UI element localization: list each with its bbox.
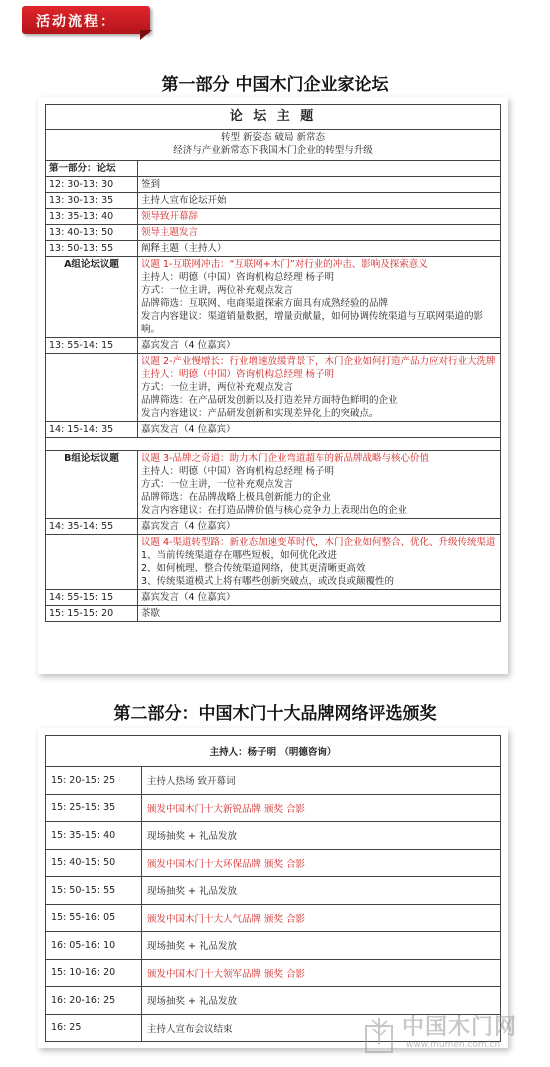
section-label: 第一部分：论坛 [46, 161, 138, 177]
table-row [46, 257, 501, 338]
topic-line: 品牌筛选：互联网、电商渠道探索方面具有成熟经验的品牌 [141, 298, 389, 309]
agenda-item: 现场抽奖 + 礼品发放 [142, 932, 501, 960]
empty-cell [46, 535, 138, 590]
time-cell: 14: 55-15: 15 [46, 590, 138, 606]
agenda-item: 颁发中国木门十大新锐品牌 颁奖 合影 [142, 794, 501, 822]
watermark-name: 中国木门网 [402, 1015, 518, 1040]
table-row [46, 736, 501, 767]
table-row [46, 959, 501, 987]
time-cell: 13: 35-13: 40 [46, 209, 138, 225]
topic-line: 方式：一位主讲，一位补充观点发言 [141, 479, 294, 490]
forum-theme-label: 论 坛 主 题 [46, 105, 501, 130]
agenda-item: 嘉宾发言（4 位嘉宾） [138, 422, 501, 438]
time-cell: 15: 20-15: 25 [46, 767, 142, 795]
time-cell: 15: 25-15: 35 [46, 794, 142, 822]
topic-line: 主持人：明德（中国）咨询机构总经理 杨子明 [141, 466, 335, 477]
table-row [46, 130, 501, 161]
topic-4-title: 议题 4-渠道转型路：新业态加速变革时代，木门企业如何整合、优化、升级传统渠道 [141, 537, 496, 548]
theme-line-2: 经济与产业新常态下我国木门企业的转型与升级 [173, 145, 373, 156]
watermark-url: www.mumen.com.cn [406, 1040, 501, 1050]
empty-cell [46, 354, 138, 422]
time-cell: 13: 50-13: 55 [46, 241, 138, 257]
time-cell: 16: 25 [46, 1014, 142, 1042]
part2-title: 第二部分：中国木门十大品牌网络评选颁奖 [113, 704, 437, 724]
time-cell: 15: 35-15: 40 [46, 822, 142, 850]
table-row [46, 794, 501, 822]
table-row [46, 590, 501, 606]
topic-line: 发言内容建议：渠道销量数据，增量贡献量，如何协调传统渠道与互联网渠道的影响。 [141, 311, 484, 335]
time-cell: 15: 15-15: 20 [46, 606, 138, 622]
table-row [46, 193, 501, 209]
topic-1-title: 议题 1-互联网冲击：“互联网+木门”对行业的冲击、影响及探索意义 [141, 259, 428, 270]
table-row [46, 105, 501, 130]
table-row [46, 354, 501, 422]
agenda-item: 主持人宣布会议结束 [142, 1014, 501, 1042]
table-row [46, 822, 501, 850]
time-cell: 15: 50-15: 55 [46, 877, 142, 905]
topic-line: 品牌筛选：在产品研发创新以及打造差异方面特色鲜明的企业 [141, 395, 398, 406]
topic-line: 品牌筛选：在品牌战略上极具创新能力的企业 [141, 492, 332, 503]
forum-theme-cell [46, 130, 501, 161]
topic-2-cell [138, 354, 501, 422]
table-row [46, 241, 501, 257]
agenda-item: 现场抽奖 + 礼品发放 [142, 987, 501, 1015]
agenda-item: 颁发中国木门十大人气品牌 颁奖 合影 [142, 904, 501, 932]
topic-3-cell [138, 451, 501, 519]
table-row [46, 451, 501, 519]
agenda-item: 现场抽奖 + 礼品发放 [142, 877, 501, 905]
award-host: 主持人：杨子明 （明德咨询） [46, 736, 501, 767]
agenda-item: 主持人热场 致开幕词 [142, 767, 501, 795]
agenda-item: 签到 [138, 177, 501, 193]
table-row [46, 225, 501, 241]
table-row [46, 535, 501, 590]
table-row [46, 519, 501, 535]
forum-schedule-table [45, 104, 501, 622]
time-cell: 15: 40-15: 50 [46, 849, 142, 877]
table-row [46, 422, 501, 438]
table-row [46, 606, 501, 622]
table-row [46, 877, 501, 905]
table-row [46, 767, 501, 795]
award-schedule-table [45, 735, 501, 1042]
time-cell: 13: 30-13: 35 [46, 193, 138, 209]
time-cell: 12: 30-13: 30 [46, 177, 138, 193]
theme-line-1: 转型 新姿态 破局 新常态 [220, 132, 326, 143]
table-row [46, 904, 501, 932]
agenda-item: 阐释主题（主持人） [138, 241, 501, 257]
activity-flow-banner [22, 6, 157, 40]
time-cell: 15: 55-16: 05 [46, 904, 142, 932]
table-row [46, 161, 501, 177]
agenda-item: 现场抽奖 + 礼品发放 [142, 822, 501, 850]
agenda-item: 主持人宣布论坛开始 [138, 193, 501, 209]
blank-row [46, 438, 501, 451]
time-cell: 16: 05-16: 10 [46, 932, 142, 960]
table-row [46, 338, 501, 354]
topic-1-cell [138, 257, 501, 338]
time-cell: 13: 40-13: 50 [46, 225, 138, 241]
agenda-item: 领导致开幕辞 [138, 209, 501, 225]
site-watermark [360, 1010, 545, 1060]
banner-label: 活动流程： [36, 14, 116, 30]
banner-ribbon-tail [140, 30, 152, 40]
topic-line: 发言内容建议：在打造品牌价值与核心竞争力上表现出色的企业 [141, 505, 408, 516]
table-row [46, 438, 501, 451]
table-row [46, 849, 501, 877]
topic-3-title: 议题 3-品牌之奇道：助力木门企业弯道超车的新品牌战略与核心价值 [141, 453, 429, 464]
group-b-label: B组论坛议题 [46, 451, 138, 519]
topic-line: 3、传统渠道模式上将有哪些创新突破点，或改良或颠覆性的 [141, 576, 395, 587]
time-cell: 14: 35-14: 55 [46, 519, 138, 535]
time-cell: 14: 15-14: 35 [46, 422, 138, 438]
agenda-item: 茶歇 [138, 606, 501, 622]
agenda-item: 颁发中国木门十大领军品牌 颁奖 合影 [142, 959, 501, 987]
table-row [46, 932, 501, 960]
group-a-label: A组论坛议题 [46, 257, 138, 338]
empty-cell [138, 161, 501, 177]
topic-4-cell [138, 535, 501, 590]
agenda-item: 领导主题发言 [138, 225, 501, 241]
table-row [46, 177, 501, 193]
time-cell: 16: 20-16: 25 [46, 987, 142, 1015]
topic-line: 1、当前传统渠道存在哪些短板，如何优化改进 [141, 550, 338, 561]
agenda-item: 嘉宾发言（4 位嘉宾） [138, 590, 501, 606]
topic-line: 发言内容建议：产品研发创新和实现差异化上的突破点。 [141, 408, 379, 419]
topic-2-title: 议题 2-产业慢增长：行业增速放缓背景下，木门企业如何打造产品力应对行业大洗牌 主持人：明德（中国）咨询机构总经理 杨子明 [141, 356, 496, 380]
time-cell: 15: 10-16: 20 [46, 959, 142, 987]
topic-line: 方式：一位主讲，两位补充观点发言 [141, 285, 294, 296]
tree-door-logo-icon [360, 1014, 400, 1054]
time-cell: 13: 55-14: 15 [46, 338, 138, 354]
topic-line: 方式：一位主讲，两位补充观点发言 [141, 382, 294, 393]
agenda-item: 嘉宾发言（4 位嘉宾） [138, 519, 501, 535]
topic-line: 主持人：明德（中国）咨询机构总经理 杨子明 [141, 272, 335, 283]
agenda-item: 颁发中国木门十大环保品牌 颁奖 合影 [142, 849, 501, 877]
topic-line: 2、如何梳理、整合传统渠道网络，使其更清晰更高效 [141, 563, 366, 574]
part1-title: 第一部分 中国木门企业家论坛 [161, 75, 389, 95]
agenda-item: 嘉宾发言（4 位嘉宾） [138, 338, 501, 354]
table-row [46, 209, 501, 225]
